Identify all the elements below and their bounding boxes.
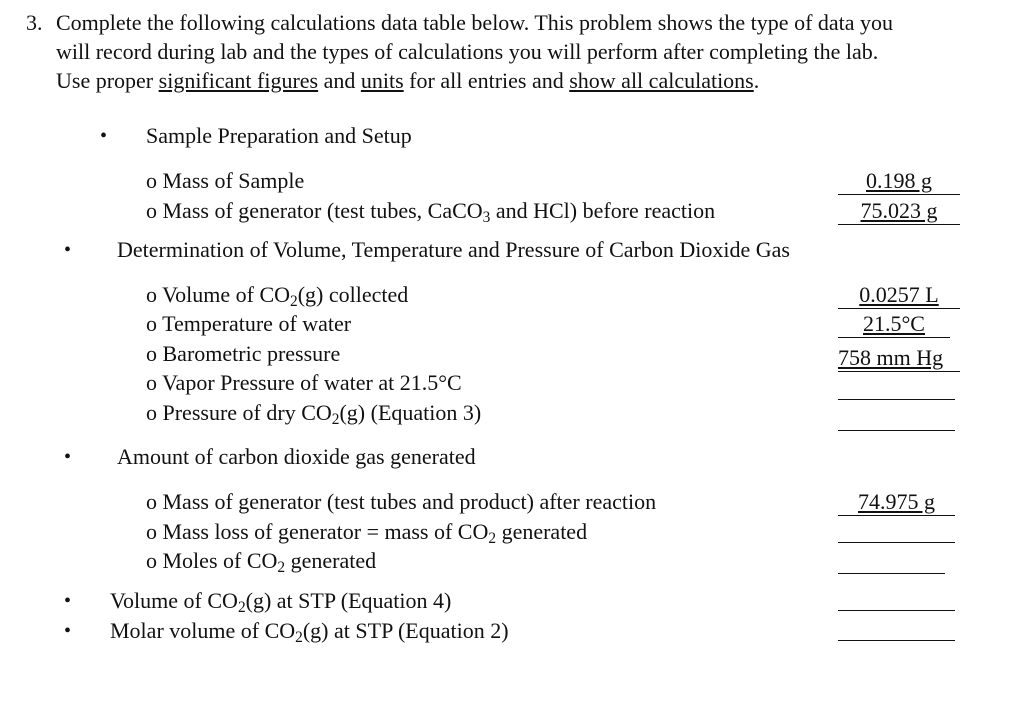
stp-volume-label: Volume of $CO_2(g)$ at STP (Equation 4) — [110, 588, 452, 616]
problem-line-2: will record during lab and the types of calculations you will perform after completing the lab. — [56, 39, 879, 64]
bullet-icon: • — [64, 239, 72, 261]
moles-co2-label: o Moles of $CO_2$ generated — [146, 548, 377, 576]
volume-co2-label: o Volume of $CO_2(g)$ collected — [146, 282, 409, 310]
line3-pre: Use proper — [56, 68, 159, 93]
mass-generator-before-label: o Mass of generator (test tubes, CaCO$_3$ and HCl) before reaction — [146, 198, 716, 226]
moles-co2-answer — [838, 572, 945, 574]
show-calculations-text: show all calculations — [569, 68, 754, 93]
bullet-icon: • — [100, 125, 108, 147]
line3-mid: and — [318, 68, 361, 93]
stp-volume-answer — [838, 609, 955, 611]
molar-volume-label: Molar volume of $CO_2(g)$ at STP (Equation 2) — [110, 618, 509, 646]
mass-generator-after-label: o Mass of generator (test tubes and product) after reaction — [146, 489, 657, 514]
vapor-pressure-label: o Vapor Pressure of water at 21.5°C — [146, 370, 462, 395]
determination-heading: Determination of Volume, Temperature and Pressure of Carbon Dioxide Gas — [117, 237, 790, 262]
bullet-icon: • — [64, 590, 72, 612]
mass-of-sample-label: o Mass of Sample — [146, 168, 305, 193]
pressure-dry-co2-label: o Pressure of dry $CO_2(g)$ (Equation 3) — [146, 400, 482, 428]
mass-loss-label: o Mass loss of generator = mass of $CO_2$ generated — [146, 519, 588, 547]
temperature-answer: 21.5°C — [838, 311, 950, 338]
problem-number: 3. — [26, 10, 43, 35]
molar-volume-answer — [838, 639, 955, 641]
barometric-pressure-label: o Barometric pressure — [146, 341, 341, 366]
mass-generator-before-answer: 75.023 g — [838, 198, 960, 225]
mass-generator-after-answer: 74.975 g — [838, 489, 955, 516]
sample-prep-heading: Sample Preparation and Setup — [146, 123, 412, 148]
line3-mid2: for all entries and — [403, 68, 570, 93]
pressure-dry-co2-answer — [838, 429, 955, 431]
vapor-pressure-answer — [838, 398, 955, 400]
significant-figures-text: significant figures — [158, 68, 319, 93]
volume-co2-answer: 0.0257 L — [838, 282, 960, 309]
temperature-label: o Temperature of water — [146, 311, 352, 336]
problem-line-3 — [56, 68, 759, 94]
problem-line-1: Complete the following calculations data table below. This problem shows the type of data you — [56, 10, 894, 35]
barometric-pressure-answer: 758 mm Hg — [838, 345, 960, 372]
line3-end: . — [753, 68, 760, 93]
units-text: units — [360, 68, 404, 93]
bullet-icon: • — [64, 446, 72, 468]
mass-of-sample-answer: 0.198 g — [838, 168, 960, 195]
mass-loss-answer — [838, 541, 955, 543]
amount-heading: Amount of carbon dioxide gas generated — [117, 444, 476, 469]
bullet-icon: • — [64, 620, 72, 642]
